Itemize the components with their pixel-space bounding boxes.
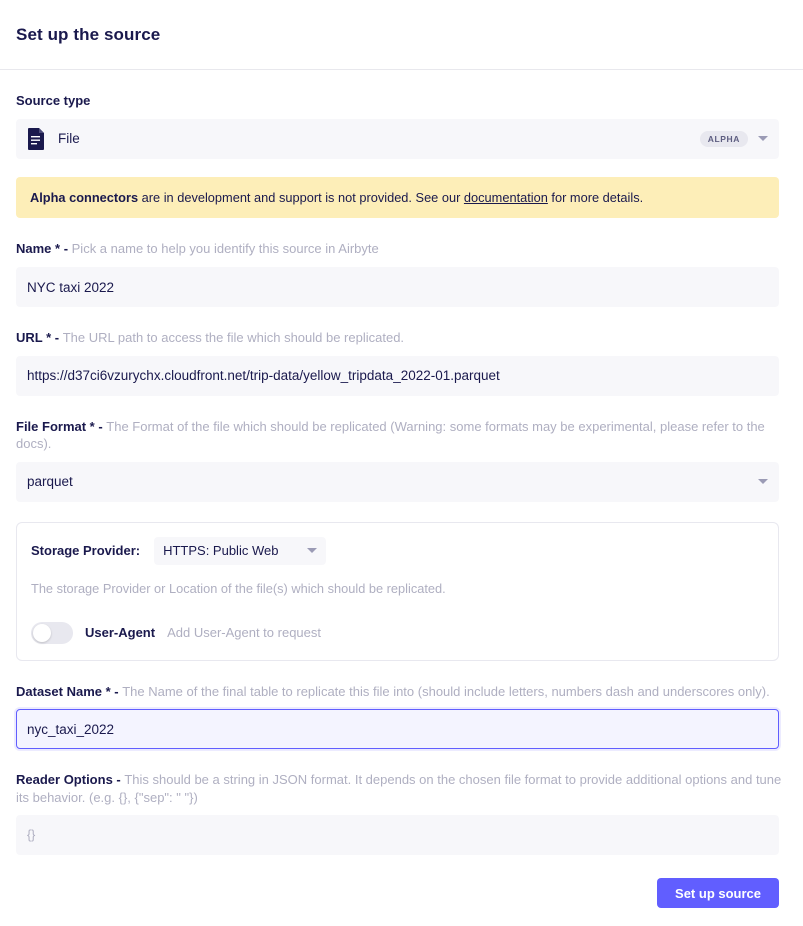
alpha-badge: ALPHA bbox=[700, 131, 748, 147]
document-icon bbox=[27, 127, 46, 150]
url-description: The URL path to access the file which should be replicated. bbox=[62, 330, 405, 345]
url-input-value: https://d37ci6vzurychx.cloudfront.net/trip-data/yellow_tripdata_2022-01.parquet bbox=[27, 368, 500, 384]
chevron-down-icon[interactable] bbox=[758, 479, 768, 484]
source-type-value-group bbox=[27, 127, 80, 150]
storage-provider-label: Storage Provider: bbox=[31, 543, 141, 559]
file-format-description: The Format of the file which should be replicated (Warning: some formats may be experimental, please refer to the docs). bbox=[16, 418, 765, 452]
name-input-value: NYC taxi 2022 bbox=[27, 279, 115, 295]
storage-provider-value: HTTPS: Public Web bbox=[163, 543, 279, 559]
storage-provider-select[interactable] bbox=[154, 537, 326, 565]
form-footer bbox=[657, 878, 779, 908]
reader-options-input[interactable] bbox=[16, 815, 779, 855]
reader-options-label bbox=[16, 771, 787, 806]
chevron-down-icon[interactable] bbox=[758, 136, 768, 141]
storage-provider-header bbox=[31, 537, 764, 565]
dataset-name-description: The Name of the final table to replicate this file into (should include letters, numbers dash and underscores only). bbox=[122, 683, 770, 699]
dataset-name-label-text: Dataset Name * - bbox=[16, 683, 123, 699]
url-label-text: URL * - bbox=[16, 330, 63, 345]
user-agent-description: Add User-Agent to request bbox=[167, 625, 321, 641]
documentation-link[interactable]: documentation bbox=[463, 189, 548, 205]
storage-provider-card bbox=[16, 522, 779, 661]
storage-provider-description: The storage Provider or Location of the file(s) which should be replicated. bbox=[31, 580, 446, 596]
source-type-label: Source type bbox=[16, 93, 91, 108]
reader-options-label-text: Reader Options - bbox=[16, 772, 125, 788]
banner-bold-text: Alpha connectors bbox=[30, 189, 139, 205]
source-type-select[interactable] bbox=[16, 119, 779, 159]
dataset-name-input-value: nyc_taxi_2022 bbox=[27, 721, 115, 737]
chevron-down-icon[interactable] bbox=[307, 548, 317, 553]
name-input[interactable] bbox=[16, 267, 779, 307]
file-format-select[interactable] bbox=[16, 462, 779, 502]
user-agent-toggle[interactable] bbox=[31, 622, 73, 644]
form-body bbox=[0, 70, 803, 855]
url-input[interactable] bbox=[16, 356, 779, 396]
dataset-name-input[interactable] bbox=[16, 709, 779, 749]
reader-options-description: This should be a string in JSON format. It depends on the chosen file format to provide additional options and tune its behavior. (e.g. {}, {"sep": " "}) bbox=[16, 772, 782, 805]
dataset-name-label bbox=[16, 683, 787, 701]
source-type-value: File bbox=[58, 131, 80, 147]
file-format-label bbox=[16, 418, 787, 453]
url-label bbox=[16, 329, 787, 347]
alpha-warning-banner bbox=[16, 177, 779, 219]
set-up-source-button[interactable]: Set up source bbox=[657, 878, 779, 908]
name-description: Pick a name to help you identify this source in Airbyte bbox=[71, 241, 379, 257]
reader-options-placeholder: {} bbox=[27, 828, 36, 843]
source-type-controls bbox=[700, 131, 768, 147]
banner-text-before: are in development and support is not provided. See our bbox=[138, 189, 464, 205]
file-format-value: parquet bbox=[27, 474, 73, 490]
page-title: Set up the source bbox=[16, 24, 161, 44]
page-header bbox=[0, 0, 803, 70]
user-agent-row bbox=[31, 622, 764, 644]
name-label-text: Name * - bbox=[16, 241, 72, 257]
user-agent-label: User-Agent bbox=[85, 625, 156, 641]
name-label bbox=[16, 240, 787, 258]
banner-text-after: for more details. bbox=[547, 189, 644, 205]
file-format-label-text: File Format * - bbox=[16, 418, 107, 434]
toggle-knob bbox=[33, 624, 51, 642]
